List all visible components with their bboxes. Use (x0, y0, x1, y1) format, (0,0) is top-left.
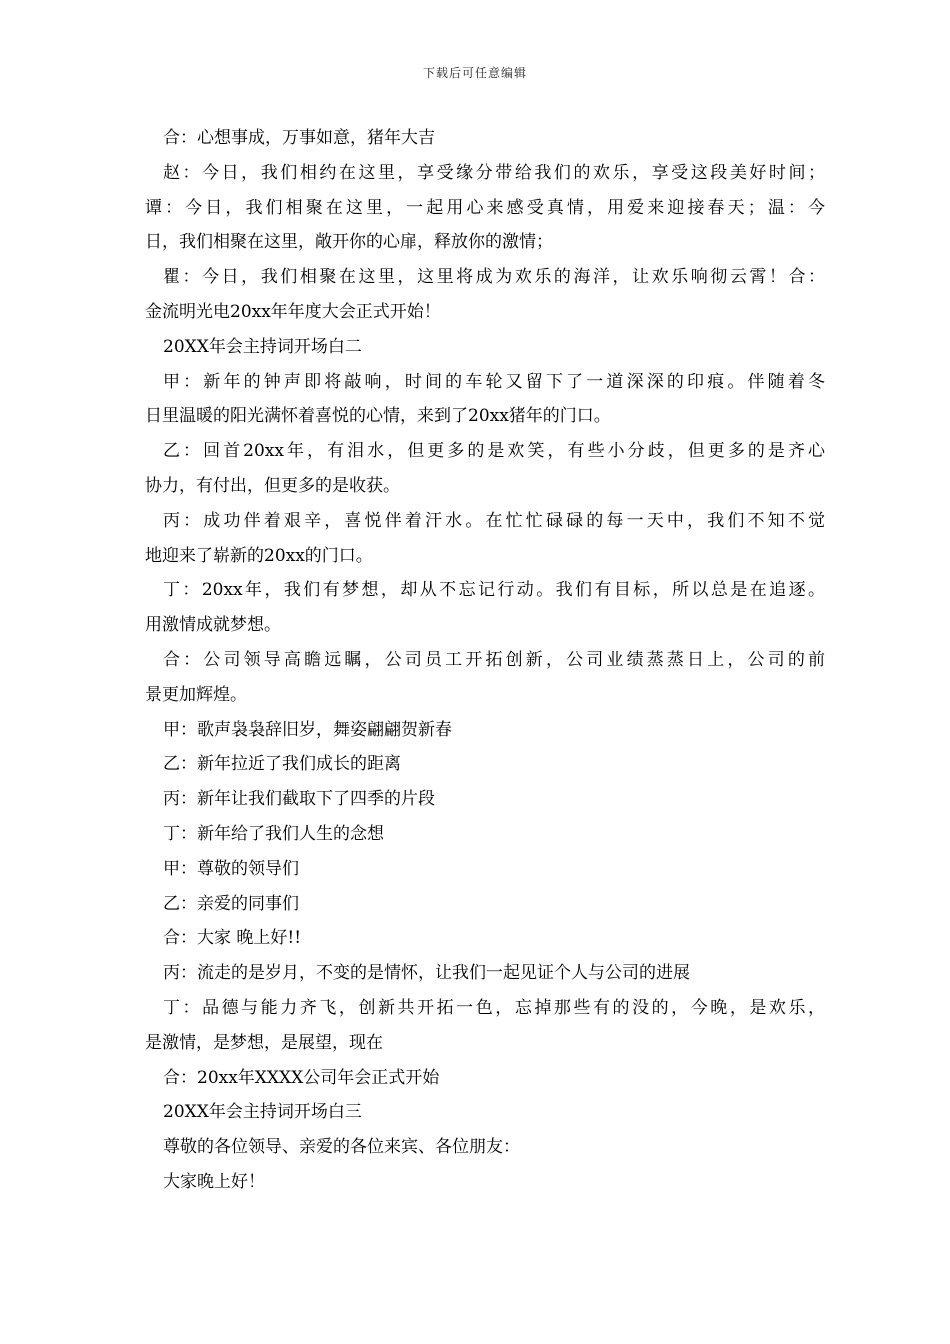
text-line: 瞿：今日，我们相聚在这里，这里将成为欢乐的海洋，让欢乐响彻云霄！合： (163, 267, 825, 288)
text-line: 乙：回首20xx年，有泪水，但更多的是欢笑，有些小分歧，但更多的是齐心 (163, 441, 825, 462)
text-line: 20XX年会主持词开场白三 (163, 1102, 362, 1123)
text-line: 合：大家 晚上好!! (163, 928, 302, 949)
text-line: 赵：今日，我们相约在这里，享受缘分带给我们的欢乐，享受这段美好时间； (163, 162, 825, 183)
text-line: 乙：新年拉近了我们成长的距离 (163, 754, 401, 775)
text-line: 用激情成就梦想。 (145, 615, 281, 636)
text-line: 丁：20xx年，我们有梦想，却从不忘记行动。我们有目标，所以总是在追逐。 (163, 580, 825, 601)
text-line: 协力，有付出，但更多的是收获。 (145, 475, 400, 496)
text-line: 合：心想事成，万事如意，猪年大吉 (163, 128, 435, 148)
text-line: 大家晚上好！ (163, 1171, 265, 1192)
text-line: 合：20xx年XXXX公司年会正式开始 (163, 1067, 440, 1088)
text-line: 乙：亲爱的同事们 (163, 893, 299, 914)
text-line: 尊敬的各位领导、亲爱的各位来宾、各位朋友： (163, 1137, 520, 1158)
text-line: 丙：新年让我们截取下了四季的片段 (163, 789, 435, 810)
page-header: 下载后可任意编辑 (422, 66, 527, 80)
text-line: 金流明光电20xx年年度大会正式开始！ (145, 301, 441, 322)
text-line: 20XX年会主持词开场白二 (163, 336, 362, 357)
text-line: 日，我们相聚在这里，敞开你的心扉，释放你的激情； (145, 232, 553, 253)
text-line: 是激情，是梦想，是展望，现在 (145, 1032, 383, 1053)
text-line: 甲：歌声袅袅辞旧岁，舞姿翩翩贺新春 (163, 719, 452, 740)
text-line: 地迎来了崭新的20xx的门口。 (145, 545, 373, 566)
text-line: 丁：新年给了我们人生的念想 (163, 823, 384, 844)
text-line: 丁：品德与能力齐飞，创新共开拓一色，忘掉那些有的没的，今晚，是欢乐， (163, 997, 825, 1018)
text-line: 丙：流走的是岁月，不变的是情怀，让我们一起见证个人与公司的进展 (163, 963, 690, 984)
text-line: 丙：成功伴着艰辛，喜悦伴着汗水。在忙忙碌碌的每一天中，我们不知不觉 (163, 510, 825, 531)
text-line: 景更加辉煌。 (145, 684, 247, 705)
text-line: 谭：今日，我们相聚在这里，一起用心来感受真情，用爱来迎接春天；温：今 (145, 197, 825, 218)
document-body (145, 121, 825, 1200)
text-line: 甲：尊敬的领导们 (163, 858, 299, 879)
text-line: 甲：新年的钟声即将敲响，时间的车轮又留下了一道深深的印痕。伴随着冬 (163, 371, 825, 392)
text-line: 合：公司领导高瞻远瞩，公司员工开拓创新，公司业绩蒸蒸日上，公司的前 (163, 649, 825, 670)
text-line: 日里温暖的阳光满怀着喜悦的心情，来到了20xx猪年的门口。 (145, 406, 611, 427)
